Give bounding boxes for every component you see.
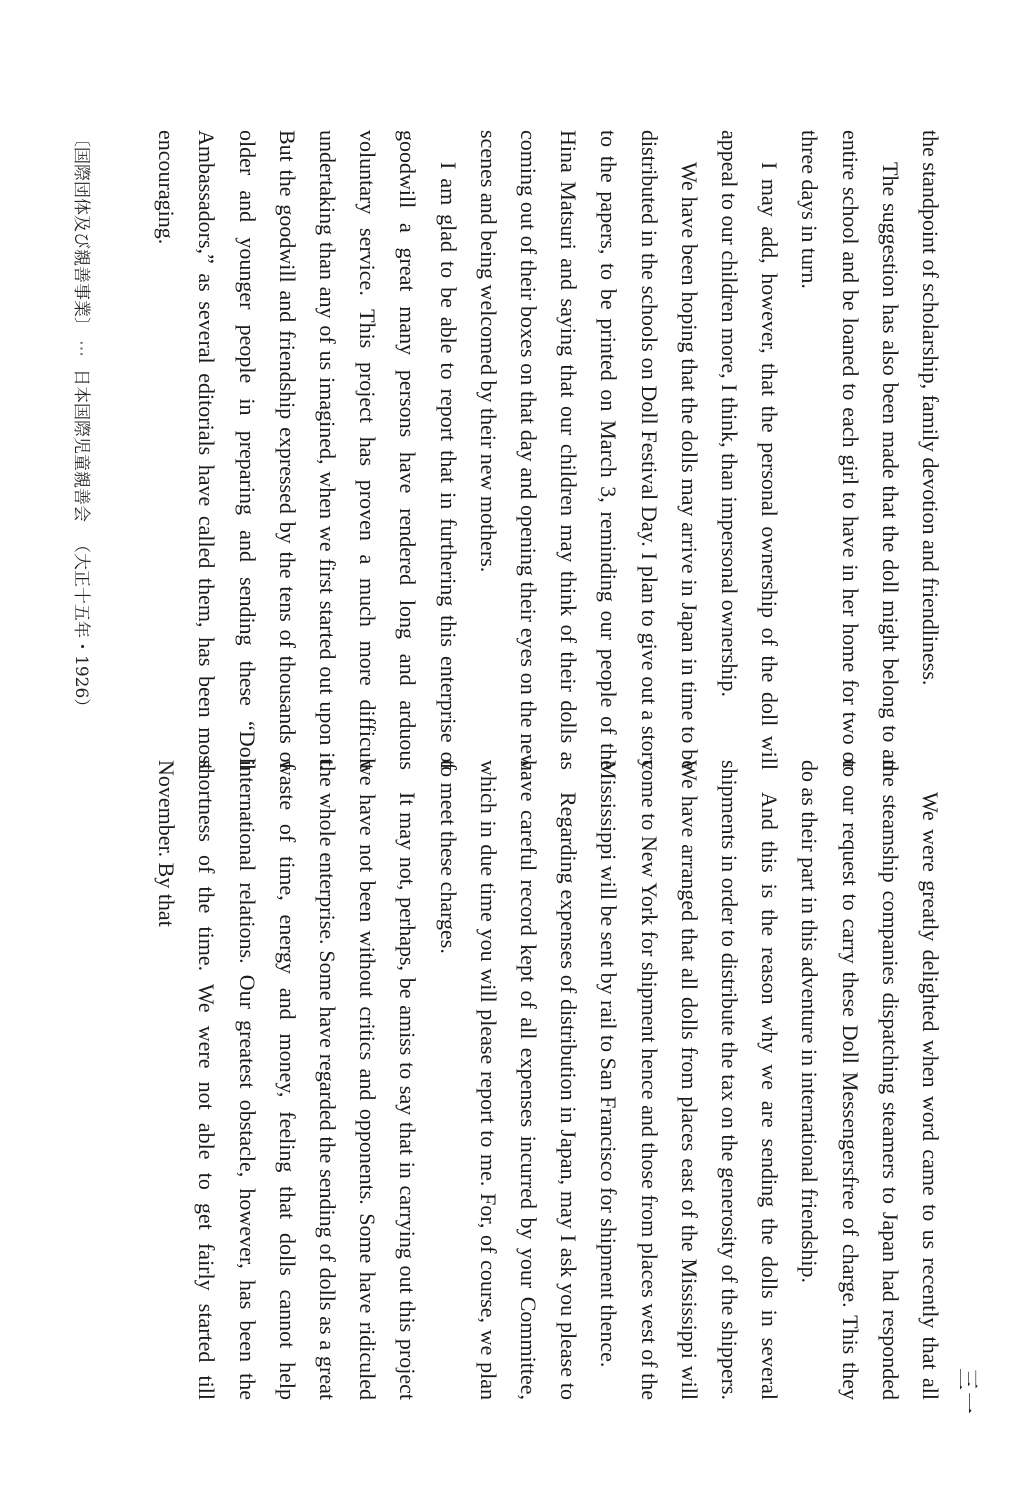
paragraph: the standpoint of scholarship, family devotion and friendliness. [918, 130, 943, 686]
paragraph: Regarding expenses of distribution in Japan, may I ask you please to have careful record kept of all expenses incurred by your Committee, which in due time you will please report to me. For, of course, we plan to meet these charges. [435, 760, 582, 1400]
left-column [50, 130, 950, 770]
footer-year: （大正十五年・1926） [71, 536, 91, 716]
paragraph: The suggestion has also been made that the doll might belong to an entire school and be loaned to each girl to have in her home for two or three days in turn. [797, 130, 903, 770]
paragraph: We have been hoping that the dolls may arrive in Japan in time to be distributed in the schools on Doll Festival Day. I plan to give out a story to the papers, to be printed on March 3, reminding our people of the Hina Matsuri and saying that our children may think of their dolls as coming out of their boxes on that day and opening their eyes on the new scenes and being welcomed by their new mothers. [475, 130, 702, 770]
footer-organization: 日本国際児童親善会 [71, 369, 91, 522]
paragraph: It may not, perhaps, be amiss to say that in carrying out this project we have not been without critics and opponents. Some have ridiculed the whole enterprise. Some have regarded the sending of dolls as a great waste of time, energy and money, feeling that dolls cannot help international relations. Our greatest obstacle, however, has been the shortness of the time. We were not able to get fairly started till November. By that [154, 760, 421, 1400]
right-column [50, 760, 950, 1400]
paragraph: And this is the reason why we are sending the dolls in several shipments in order to distribute the tax on the generosity of the shippers. We have arranged that all dolls from places east of the Mississippi will come to New York for shipment hence and those from places west of the Mississippi will be sent by rail to San Francisco for shipment thence. [596, 760, 783, 1400]
page-number: 三一 [955, 1368, 980, 1417]
footer-leader: ⋯ [71, 340, 91, 357]
paragraph: I may add, however, that the personal ownership of the doll will appeal to our children more, I think, than impersonal ownership. [716, 130, 783, 770]
paragraph: We were greatly delighted when word came to us recently that all the steamship companies dispatching steamers to Japan had responded to our request to carry these Doll Messengersfree of charge. This they do as their part in this adventure in international friendship. [797, 760, 943, 1400]
footer-section: 〔国際団体及び親善事業〕 [71, 130, 91, 334]
page-footer [71, 130, 96, 770]
paragraph: I am glad to be able to report that in furthering this enterprise of goodwill a great many persons have rendered long and arduous voluntary service. This project has proven a much more difficult undertaking than any of us imagined, when we first started out upon it. But the goodwill and friendship expressed by the tens of thousands of older and younger people in preparing and sending these “Doll Ambassadors,” as several editorials have called them, has been most encouraging. [154, 130, 461, 770]
